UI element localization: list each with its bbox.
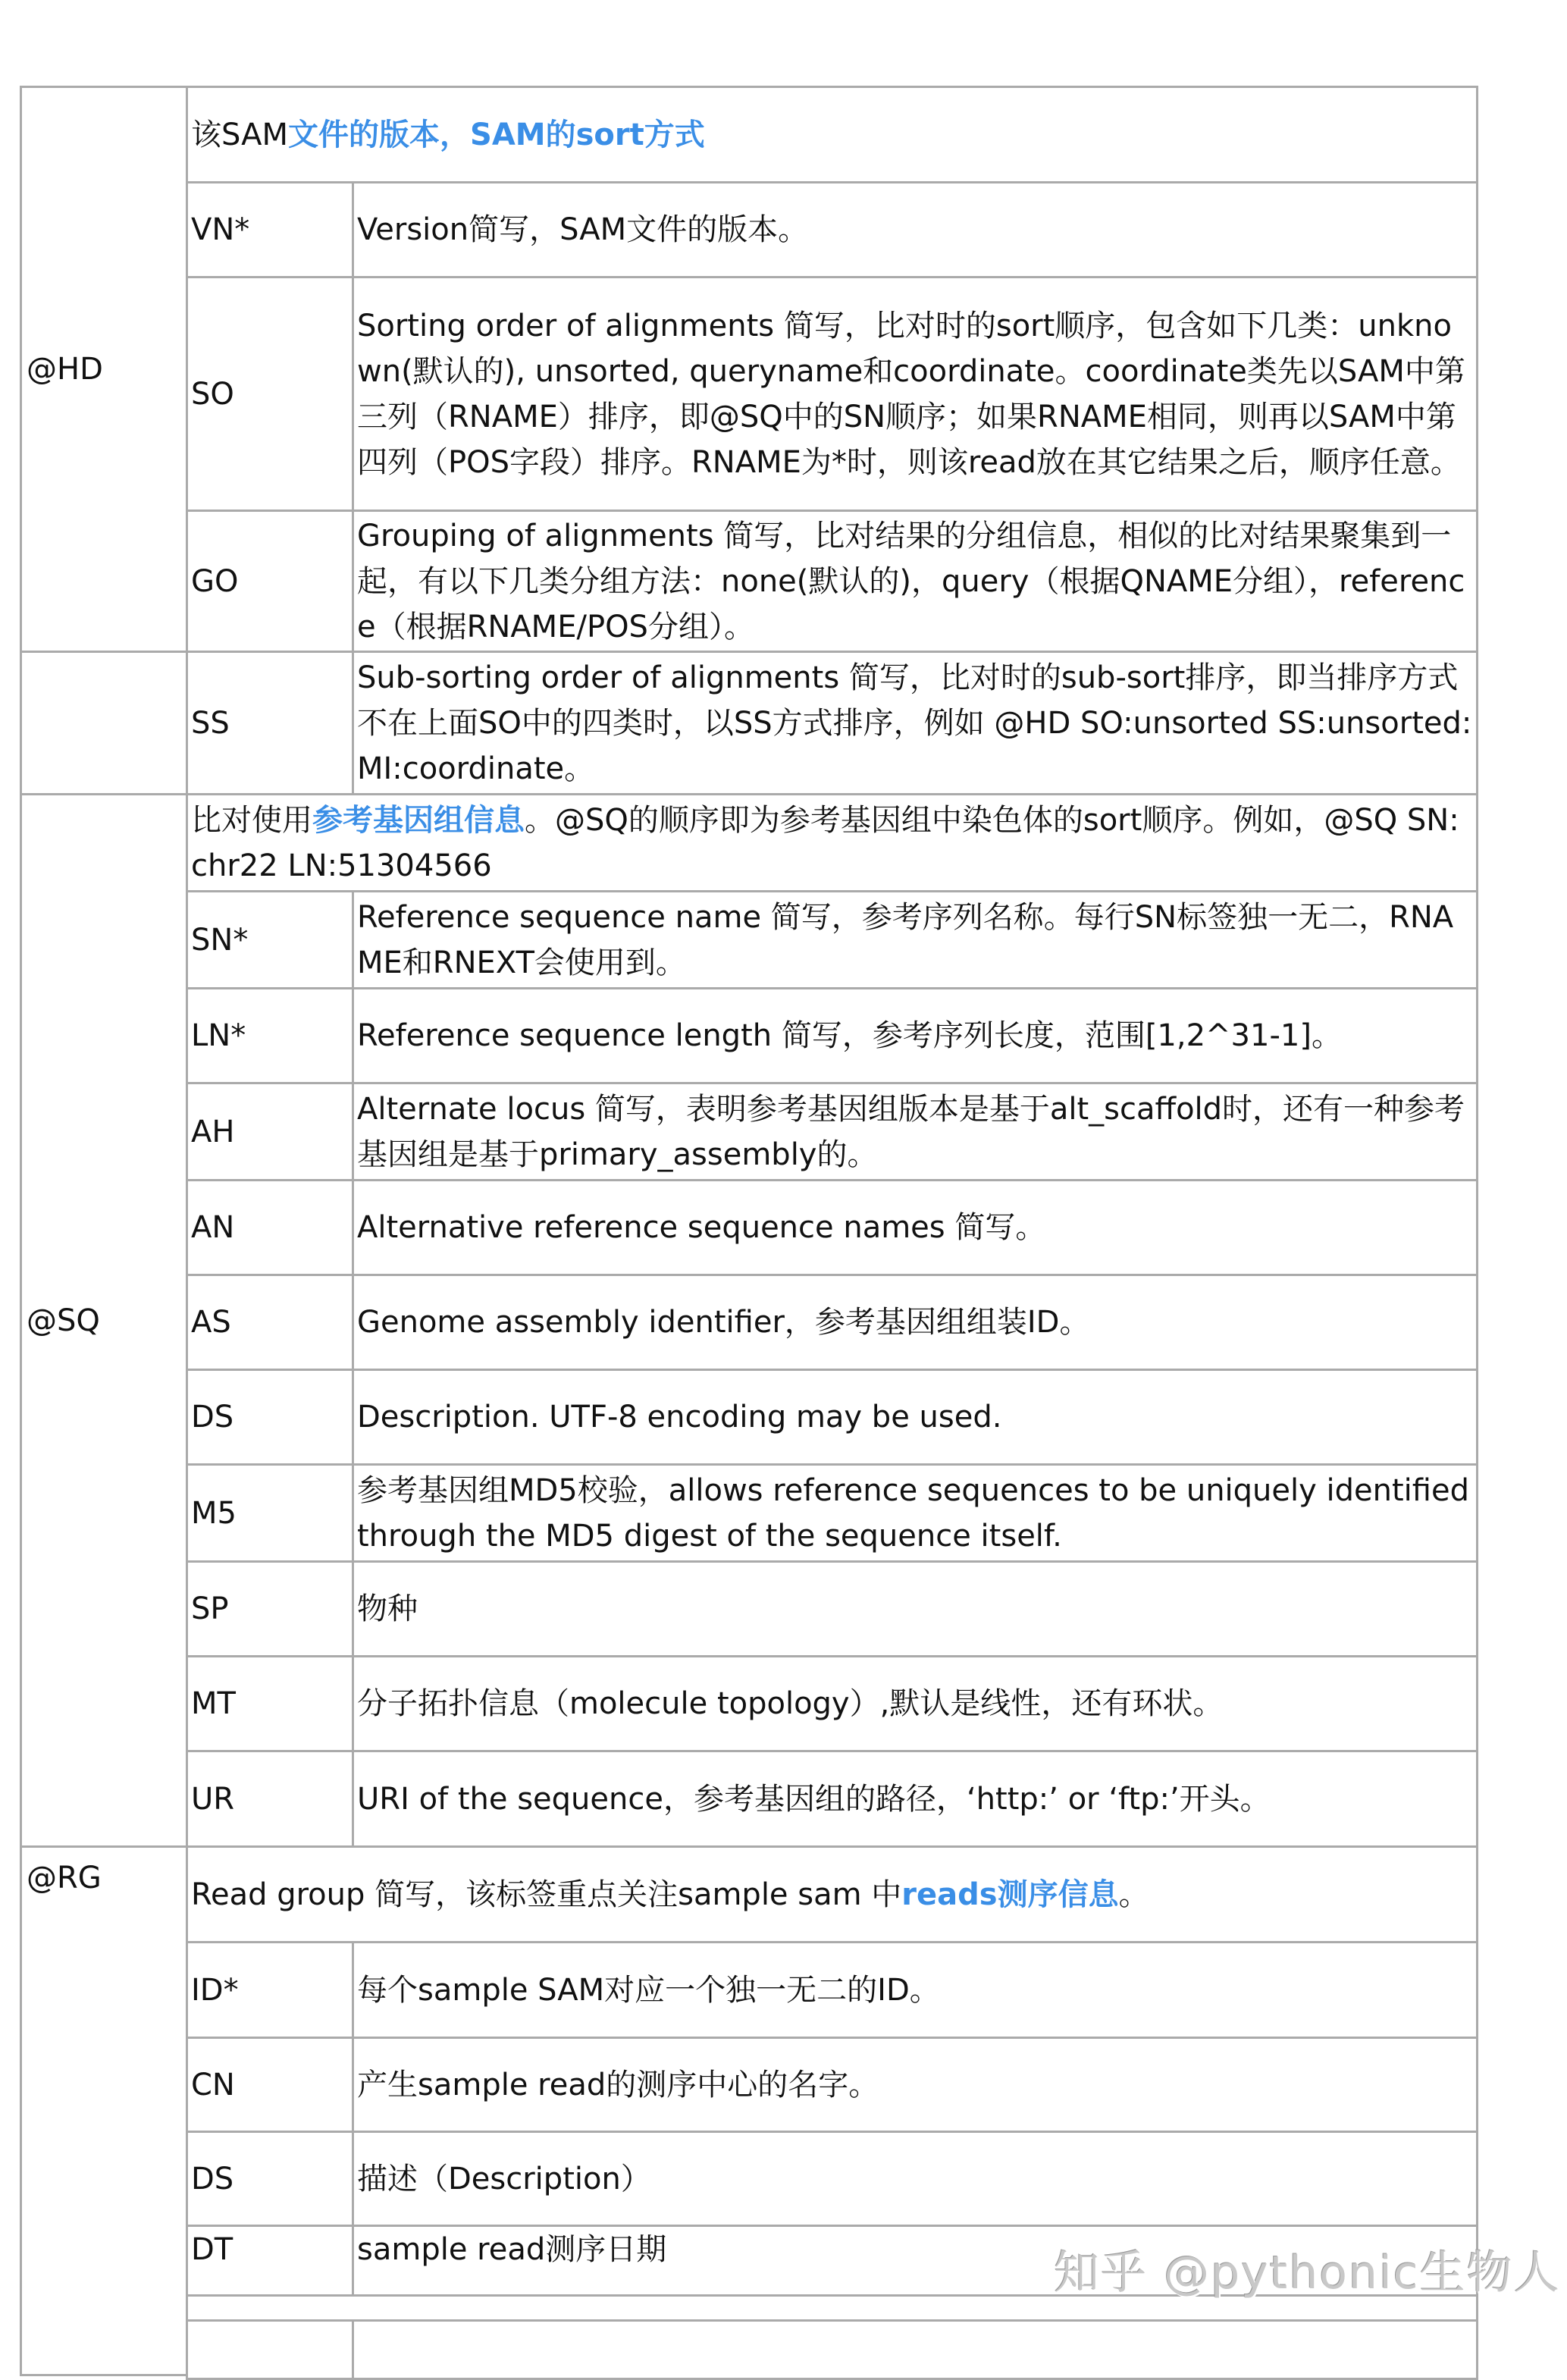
field-key: LN* (191, 1018, 246, 1053)
desc-cell (352, 1750, 1478, 1848)
field-desc: 产生sample read的测序中心的名字。 (357, 2067, 879, 2102)
field-key: AH (191, 1114, 235, 1149)
header-text: 比对使用 (191, 802, 312, 838)
desc-cell (352, 181, 1478, 278)
tag-label: @RG (27, 1861, 102, 1896)
desc-cell (352, 2131, 1478, 2227)
key-cell (186, 1463, 354, 1563)
tag-cell-hd (20, 86, 188, 653)
field-desc: Genome assembly identifier，参考基因组组装ID。 (357, 1305, 1090, 1340)
field-key: VN* (191, 212, 250, 247)
key-cell (186, 2319, 354, 2380)
field-desc: URI of the sequence，参考基因组的路径，‘http:’ or ‘ftp:’开头。 (357, 1781, 1271, 1817)
field-desc: Description. UTF-8 encoding may be used. (357, 1400, 1002, 1435)
tag-label: @SQ (27, 1303, 100, 1338)
field-desc: sample read测序日期 (357, 2232, 667, 2267)
key-cell (186, 510, 354, 653)
field-desc: Reference sequence name 简写，参考序列名称。每行SN标签独一无二，RNAME和RNEXT会使用到。 (357, 899, 1454, 980)
key-cell (186, 276, 354, 512)
desc-cell (352, 276, 1478, 512)
section-header-sq (186, 793, 1478, 892)
field-key: SN* (191, 922, 249, 958)
key-cell (186, 1941, 354, 2039)
key-cell (186, 1274, 354, 1371)
field-key: DS (191, 1400, 234, 1435)
desc-cell (352, 1082, 1478, 1181)
header-text: Read group 简写，该标签重点关注sample sam 中 (191, 1877, 902, 1912)
field-key: SP (191, 1591, 229, 1626)
field-key: UR (191, 1781, 235, 1817)
desc-cell (352, 987, 1478, 1084)
field-desc: Sub-sorting order of alignments 简写，比对时的sub-sort排序，即当排序方式不在上面SO中的四类时，以SS方式排序，例如 @HD SO:unsorted SS:unsorted:MI:coordinate。 (357, 660, 1472, 786)
desc-cell (352, 2319, 1478, 2380)
desc-cell (352, 1274, 1478, 1371)
field-key: MT (191, 1686, 236, 1721)
field-desc: 每个sample SAM对应一个独一无二的ID。 (357, 1972, 940, 2008)
field-desc: 分子拓扑信息（molecule topology）,默认是线性，还有环状。 (357, 1686, 1224, 1721)
key-cell (186, 2131, 354, 2227)
tag-label: @HD (27, 352, 103, 387)
header-highlight: reads测序信息 (901, 1877, 1119, 1912)
desc-cell (352, 651, 1478, 795)
spacer-row (186, 2294, 1478, 2322)
header-highlight: 文件的版本，SAM的sort方式 (288, 117, 705, 152)
field-desc: 描述（Description） (357, 2161, 651, 2197)
desc-cell (352, 510, 1478, 653)
key-cell (186, 987, 354, 1084)
key-cell (186, 2037, 354, 2133)
field-desc: Grouping of alignments 简写，比对结果的分组信息，相似的比对结果聚集到一起，有以下几类分组方法：none(默认的)，query（根据QNAME分组），reference（根据RNAME/POS分组）。 (357, 518, 1465, 644)
key-cell (186, 1082, 354, 1181)
desc-cell (352, 1463, 1478, 1563)
field-key: AN (191, 1210, 235, 1245)
header-text: 。 (1118, 1877, 1149, 1912)
desc-cell (352, 1369, 1478, 1466)
key-cell (186, 890, 354, 989)
tag-cell-rg (20, 1845, 188, 2376)
field-key: SS (191, 705, 230, 741)
field-key: DS (191, 2161, 234, 2197)
field-key: CN (191, 2067, 235, 2102)
field-desc: Alternate locus 简写，表明参考基因组版本是基于alt_scaffold时，还有一种参考基因组是基于primary_assembly的。 (357, 1091, 1465, 1172)
field-key: GO (191, 563, 239, 599)
field-desc: 物种 (357, 1591, 418, 1626)
field-key: AS (191, 1305, 231, 1340)
header-text: 该SAM (191, 117, 289, 152)
key-cell (186, 1369, 354, 1466)
desc-cell (352, 2037, 1478, 2133)
desc-cell (352, 1941, 1478, 2039)
watermark: 知乎 @pythonic生物人 (1054, 2247, 1561, 2300)
section-header-rg (186, 1845, 1478, 1943)
field-key: ID* (191, 1972, 239, 2008)
key-cell (186, 1750, 354, 1848)
tag-cell-sq (20, 793, 188, 1848)
desc-cell (352, 1655, 1478, 1752)
field-key: SO (191, 376, 234, 412)
key-cell (186, 1179, 354, 1276)
field-key: DT (191, 2232, 233, 2267)
field-desc: Reference sequence length 简写，参考序列长度，范围[1,2^31-1]。 (357, 1018, 1342, 1053)
section-header-hd (186, 86, 1478, 183)
header-highlight: 参考基因组信息 (312, 802, 525, 838)
field-desc: Sorting order of alignments 简写，比对时的sort顺序，包含如下几类：unknown(默认的), unsorted, queryname和coordinate。coordinate类先以SAM中第三列（RNAME）排序，即@SQ中的SN顺序；如果RNAME相同，则再以SAM中第四列（POS字段）排序。RNAME为*时，则该read放在其它结果之后，顺序任意。 (357, 308, 1465, 480)
desc-cell (352, 1560, 1478, 1657)
field-desc: Version简写，SAM文件的版本。 (357, 212, 809, 247)
key-cell (186, 651, 354, 795)
tag-cell-ss (20, 651, 188, 795)
desc-cell (352, 890, 1478, 989)
header-text: 。@SQ的顺序即为参考基因组中染色体的sort顺序。例如，@SQ SN:chr22 LN:51304566 (191, 802, 1459, 883)
field-key: M5 (191, 1495, 237, 1531)
key-cell (186, 181, 354, 278)
key-cell (186, 1655, 354, 1752)
desc-cell (352, 1179, 1478, 1276)
field-desc: Alternative reference sequence names 简写。 (357, 1210, 1046, 1245)
key-cell (186, 1560, 354, 1657)
desc-cell (352, 2225, 1478, 2297)
key-cell (186, 2225, 354, 2297)
field-desc: 参考基因组MD5校验，allows reference sequences to be uniquely identified through the MD5 digest of the sequence itself. (357, 1472, 1469, 1554)
